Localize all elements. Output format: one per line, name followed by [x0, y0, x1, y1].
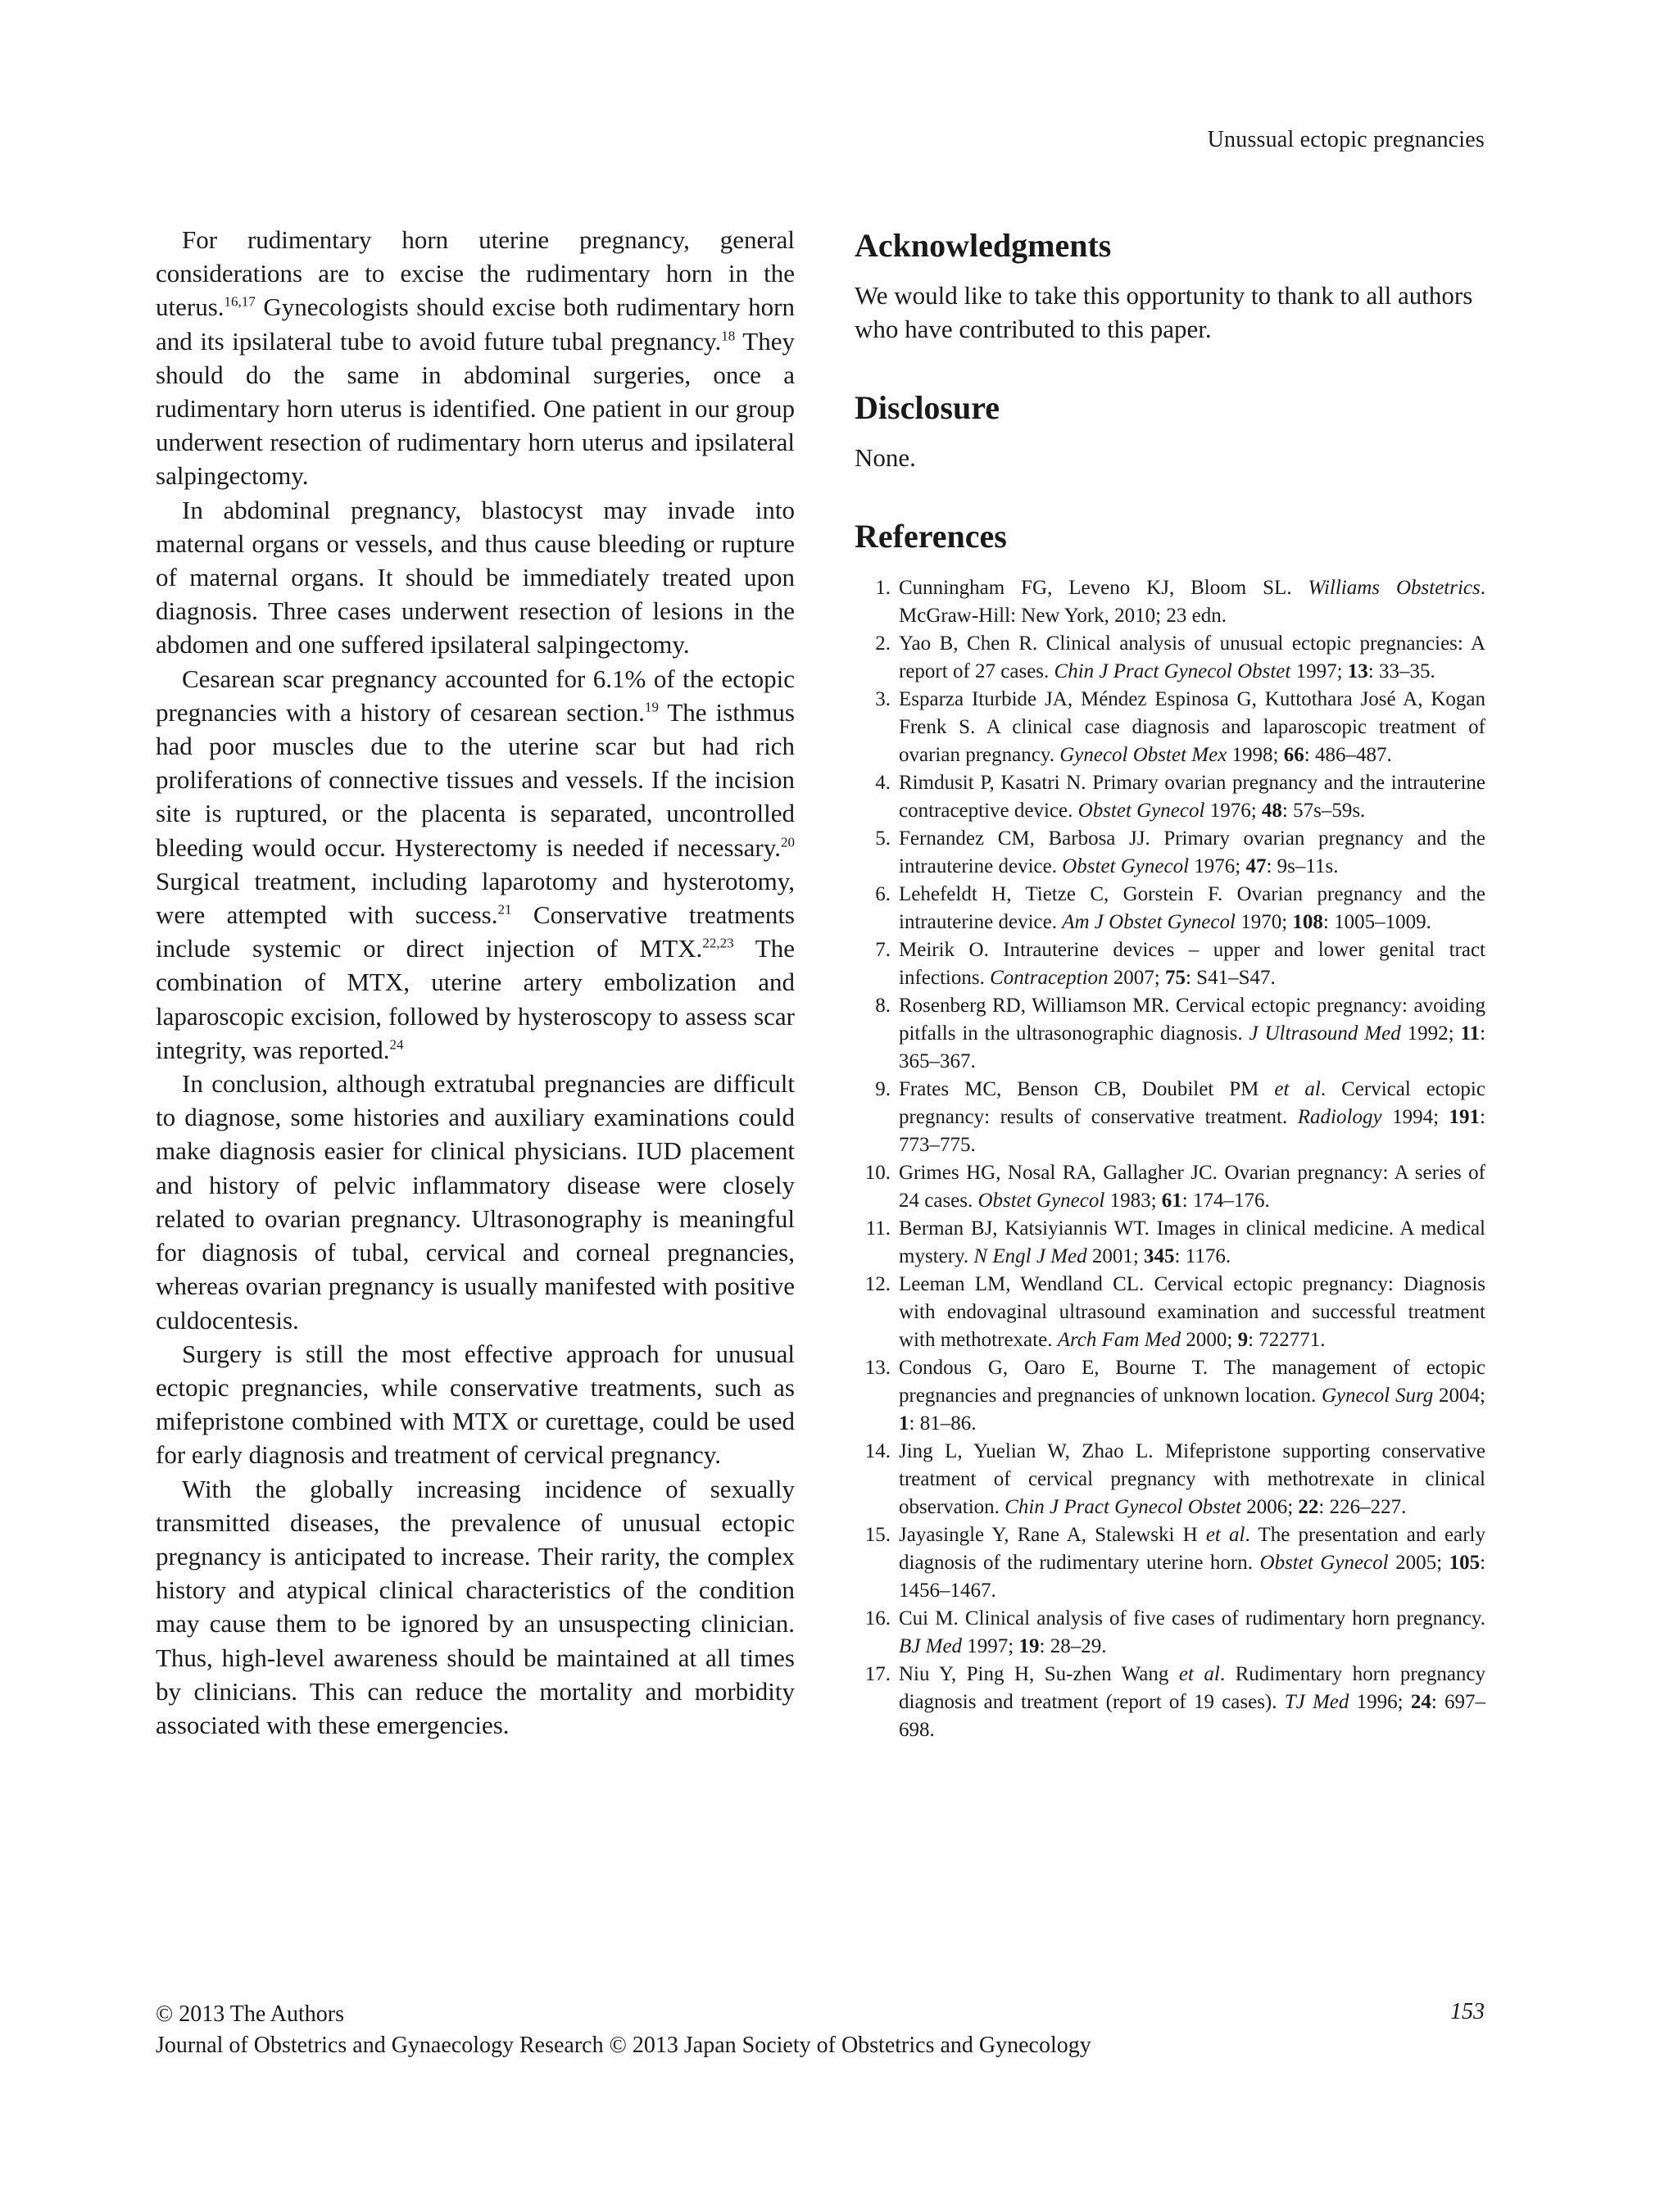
reference-pages: : 174–176.: [1181, 1190, 1270, 1212]
citation: 21: [497, 901, 512, 918]
reference-text-segment: 1996;: [1349, 1691, 1411, 1713]
reference-volume: 19: [1018, 1635, 1040, 1657]
reference-text: [899, 1661, 1485, 1744]
reference-authors-title: Cunningham FG, Leveno KJ, Bloom SL.: [899, 577, 1308, 599]
reference-volume: 47: [1245, 855, 1267, 877]
reference-authors-title: Fernandez CM, Barbosa JJ. Primary ovarian pregnancy and the intrauterine device.: [899, 827, 1485, 877]
reference-text: [899, 574, 1485, 630]
reference-item: [855, 686, 1485, 769]
reference-authors-title: Niu Y, Ping H, Su-zhen Wang: [899, 1663, 1179, 1685]
reference-text-segment: 1994;: [1381, 1106, 1449, 1128]
right-column: [855, 223, 1485, 1744]
reference-authors-title: Grimes HG, Nosal RA, Gallagher JC. Ovarian pregnancy: A series of 24 cases.: [899, 1162, 1485, 1212]
reference-text: [899, 769, 1485, 825]
reference-item: [855, 1354, 1485, 1438]
reference-pages: : 1176.: [1174, 1245, 1231, 1267]
reference-journal: Obstet Gynecol: [1077, 800, 1205, 822]
reference-volume: 24: [1410, 1691, 1431, 1713]
reference-text: [899, 1438, 1485, 1521]
reference-list: [855, 574, 1485, 1744]
reference-number: 16.: [864, 1607, 891, 1630]
citation: 20: [780, 834, 795, 850]
reference-authors-title: Leeman LM, Wendland CL. Cervical ectopic pregnancy: Diagnosis with endovaginal ultrasound examination and successful treatment with methotrexate.: [899, 1273, 1485, 1351]
reference-text: [899, 1354, 1485, 1438]
body-paragraph-4: In conclusion, although extratubal pregnancies are difficult to diagnose, some histories and auxiliary examinations could make diagnosis easier for clinical physicians. IUD placement and history of pelvic inflammatory disease were closely related to ovarian pregnancy. Ultrasonography is meaningful for diagnosis of tubal, cervical and corneal pregnancies, whereas ovarian pregnancy is usually manifested with positive culdocentesis.: [156, 1069, 795, 1335]
reference-number: 5.: [875, 827, 891, 850]
reference-volume: 191: [1449, 1106, 1481, 1128]
reference-journal: et al: [1274, 1078, 1321, 1100]
reference-pages: : 1005–1009.: [1322, 911, 1431, 933]
reference-number: 9.: [875, 1078, 891, 1100]
reference-volume: 22: [1298, 1496, 1319, 1518]
reference-item: [855, 936, 1485, 992]
reference-item: [855, 1521, 1485, 1605]
reference-item: [855, 1215, 1485, 1271]
reference-authors-title: Jayasingle Y, Rane A, Stalewski H: [899, 1524, 1206, 1546]
reference-text-segment: 2004;: [1433, 1385, 1485, 1407]
reference-item: [855, 1661, 1485, 1744]
acknowledgments-text: We would like to take this opportunity to thank to all authors who have contributed to this paper.: [855, 281, 1473, 343]
running-head: Unussual ectopic pregnancies: [1207, 127, 1485, 152]
reference-text: [899, 1215, 1485, 1271]
reference-number: 3.: [875, 688, 891, 710]
reference-text-segment: 1998;: [1227, 744, 1284, 766]
reference-text: [899, 881, 1485, 936]
reference-text: [899, 992, 1485, 1076]
disclosure-text: None.: [855, 443, 916, 472]
reference-item: [855, 1271, 1485, 1354]
body-paragraph-3: Cesarean scar pregnancy accounted for 6.1% of the ectopic pregnancies with a history of cesarean section.$^{19}$ The isthmus had poor muscles due to the uterine scar but had rich proliferations of connective tissues and vessels. If the incision site is ruptured, or the placenta is separated, uncontrolled bleeding would occur. Hysterectomy is needed if necessary.$^{20}$ Surgical treatment, including laparotomy and hysterotomy, were attempted with success.$^{21}$ Conservative treatments include systemic or direct injection of MTX.$^{22,23}$ The combination of MTX, uterine artery embolization and laparoscopic excision, followed by hysteroscopy to assess scar integrity, was reported.$^{24}$: [156, 664, 795, 1064]
reference-journal: Obstet Gynecol: [977, 1190, 1105, 1212]
reference-text-segment: 1983;: [1104, 1190, 1162, 1212]
reference-journal: Williams Obstetrics: [1308, 577, 1481, 599]
reference-pages: : 57s–59s.: [1281, 800, 1366, 822]
body-text-column: [156, 223, 795, 1742]
reference-pages: : 722771.: [1248, 1329, 1326, 1351]
reference-item: [855, 1159, 1485, 1215]
reference-item: [855, 1438, 1485, 1521]
reference-journal: Radiology: [1297, 1106, 1382, 1128]
reference-authors-title: Esparza Iturbide JA, Méndez Espinosa G, Kuttothara José A, Kogan Frenk S. A clinical case diagnosis and laparoscopic treatment of ovarian pregnancy.: [899, 688, 1485, 766]
reference-number: 1.: [875, 577, 891, 599]
reference-text-segment: 1992;: [1400, 1022, 1461, 1045]
reference-text: [899, 1521, 1485, 1605]
reference-authors-title: Yao B, Chen R. Clinical analysis of unusual ectopic pregnancies: A report of 27 cases.: [899, 632, 1485, 682]
footer: [156, 1999, 1091, 2061]
page-number: 153: [1450, 1999, 1485, 2024]
reference-text-segment: . The presentation and early diagnosis of the rudimentary uterine horn.: [899, 1524, 1486, 1574]
acknowledgments-heading: Acknowledgments: [855, 227, 1112, 264]
reference-text-segment: . McGraw-Hill: New York, 2010; 23 edn.: [899, 577, 1485, 627]
reference-authors-title: Cui M. Clinical analysis of five cases of rudimentary horn pregnancy.: [899, 1607, 1485, 1630]
reference-pages: : S41–S47.: [1185, 967, 1276, 989]
reference-number: 12.: [864, 1273, 891, 1295]
reference-text-segment: . Rudimentary horn pregnancy diagnosis and treatment (report of 19 cases).: [899, 1663, 1486, 1713]
reference-journal: BJ Med: [899, 1635, 963, 1657]
reference-pages: : 365–367.: [899, 1022, 1486, 1072]
reference-text-segment: 1970;: [1235, 911, 1293, 933]
reference-number: 2.: [875, 632, 891, 655]
disclosure-heading: Disclosure: [855, 389, 1000, 426]
reference-authors-title: Berman BJ, Katsiyiannis WT. Images in clinical medicine. A medical mystery.: [899, 1217, 1485, 1267]
reference-pages: : 1456–1467.: [899, 1552, 1486, 1602]
reference-journal: Am J Obstet Gynecol: [1062, 911, 1236, 933]
reference-volume: 48: [1261, 800, 1282, 822]
reference-text-segment: 2006;: [1240, 1496, 1299, 1518]
reference-pages: : 697–698.: [899, 1691, 1485, 1741]
reference-journal: et al: [1205, 1524, 1245, 1546]
reference-text-segment: . Cervical ectopic pregnancy: results of conservative treatment.: [899, 1078, 1485, 1128]
reference-journal: Gynecol Surg: [1321, 1385, 1434, 1407]
reference-number: 10.: [864, 1162, 891, 1184]
reference-pages: : 81–86.: [909, 1412, 977, 1435]
body-paragraph-6: With the globally increasing incidence of sexually transmitted diseases, the prevalence of unusual ectopic pregnancy is anticipated to increase. Their rarity, the complex history and atypical clinical characteristics of the condition may cause them to be ignored by an unsuspecting clinician. Thus, high-level awareness should be maintained at all times by clinicians. This can reduce the mortality and morbidity associated with these emergencies.: [156, 1474, 795, 1739]
reference-volume: 75: [1164, 967, 1186, 989]
reference-volume: 61: [1161, 1190, 1182, 1212]
reference-pages: : 28–29.: [1039, 1635, 1107, 1657]
reference-authors-title: Condous G, Oaro E, Bourne T. The management of ectopic pregnancies and pregnancies of unknown location.: [899, 1357, 1485, 1407]
reference-authors-title: Rimdusit P, Kasatri N. Primary ovarian pregnancy and the intrauterine contraceptive device.: [899, 772, 1485, 822]
reference-pages: : 773–775.: [899, 1106, 1485, 1156]
reference-item: [855, 769, 1485, 825]
reference-volume: 66: [1283, 744, 1304, 766]
reference-item: [855, 1605, 1485, 1661]
citation: 18: [721, 328, 736, 344]
reference-authors-title: Lehefeldt H, Tietze C, Gorstein F. Ovarian pregnancy and the intrauterine device.: [899, 883, 1485, 933]
reference-journal: Gynecol Obstet Mex: [1059, 744, 1227, 766]
reference-text: [899, 825, 1485, 881]
reference-number: 7.: [875, 939, 891, 961]
reference-pages: : 226–227.: [1318, 1496, 1407, 1518]
reference-journal: Arch Fam Med: [1057, 1329, 1181, 1351]
citation: 16,17: [224, 294, 256, 310]
reference-number: 4.: [875, 772, 891, 794]
reference-item: [855, 881, 1485, 936]
citation: 19: [644, 699, 659, 715]
reference-volume: 345: [1144, 1245, 1175, 1267]
reference-item: [855, 825, 1485, 881]
reference-item: [855, 1076, 1485, 1159]
reference-item: [855, 574, 1485, 630]
reference-journal: TJ Med: [1284, 1691, 1349, 1713]
reference-text-segment: 2001;: [1086, 1245, 1145, 1267]
citation: 24: [389, 1036, 404, 1053]
reference-text-segment: 1997;: [962, 1635, 1019, 1657]
reference-journal: Chin J Pract Gynecol Obstet: [1054, 660, 1291, 682]
reference-volume: 9: [1237, 1329, 1249, 1351]
reference-journal: et al: [1178, 1663, 1220, 1685]
reference-authors-title: Jing L, Yuelian W, Zhao L. Mifepristone supporting conservative treatment of cervical pregnancy with methotrexate in clinical observation.: [899, 1440, 1485, 1518]
reference-number: 6.: [875, 883, 891, 905]
reference-text: [899, 936, 1485, 992]
reference-journal: Obstet Gynecol: [1259, 1552, 1389, 1574]
reference-volume: 105: [1449, 1552, 1481, 1574]
reference-pages: : 9s–11s.: [1266, 855, 1339, 877]
reference-text-segment: 2005;: [1388, 1552, 1449, 1574]
reference-text: [899, 686, 1485, 769]
reference-item: [855, 992, 1485, 1076]
body-paragraph-5: Surgery is still the most effective approach for unusual ectopic pregnancies, while conservative treatments, such as mifepristone combined with MTX or curettage, could be used for early diagnosis and treatment of cervical pregnancy.: [156, 1339, 795, 1470]
body-paragraph-2: In abdominal pregnancy, blastocyst may invade into maternal organs or vessels, and thus cause bleeding or rupture of maternal organs. It should be immediately treated upon diagnosis. Three cases underwent resection of lesions in the abdomen and one suffered ipsilateral salpingectomy.: [156, 495, 795, 660]
reference-authors-title: Rosenberg RD, Williamson MR. Cervical ectopic pregnancy: avoiding pitfalls in the ultrasonographic diagnosis.: [899, 995, 1485, 1045]
reference-number: 13.: [864, 1357, 891, 1379]
reference-volume: 1: [899, 1412, 909, 1435]
reference-volume: 11: [1460, 1022, 1481, 1045]
reference-journal: J Ultrasound Med: [1249, 1022, 1401, 1045]
reference-authors-title: Meirik O. Intrauterine devices – upper and lower genital tract infections.: [899, 939, 1485, 989]
reference-number: 8.: [875, 995, 891, 1017]
reference-item: [855, 630, 1485, 686]
reference-text: [899, 1076, 1485, 1159]
reference-volume: 13: [1347, 660, 1368, 682]
reference-text-segment: 1976;: [1204, 800, 1262, 822]
reference-text-segment: 1997;: [1290, 660, 1348, 682]
reference-authors-title: Frates MC, Benson CB, Doubilet PM: [899, 1078, 1275, 1100]
citation: 22,23: [702, 935, 734, 951]
reference-volume: 108: [1292, 911, 1323, 933]
reference-text: [899, 1605, 1485, 1661]
reference-number: 15.: [864, 1524, 891, 1546]
reference-number: 11.: [865, 1217, 891, 1240]
references-heading: References: [855, 518, 1007, 555]
reference-text-segment: 2007;: [1108, 967, 1165, 989]
footer-journal: Journal of Obstetrics and Gynaecology Research © 2013 Japan Society of Obstetrics and Gynecology: [156, 2033, 1091, 2058]
footer-copyright: © 2013 The Authors: [156, 2001, 344, 2027]
body-paragraph-1: For rudimentary horn uterine pregnancy, general considerations are to excise the rudimentary horn in the uterus.$^{16,17}$ Gynecologists should excise both rudimentary horn and its ipsilateral tube to avoid future tubal pregnancy.$^{18}$ They should do the same in abdominal surgeries, once a rudimentary horn uterus is identified. One patient in our group underwent resection of rudimentary horn uterus and ipsilateral salpingectomy.: [156, 225, 795, 491]
reference-pages: : 486–487.: [1304, 744, 1392, 766]
reference-text-segment: 1976;: [1189, 855, 1246, 877]
reference-text: [899, 1271, 1485, 1354]
reference-number: 17.: [864, 1663, 891, 1685]
reference-text: [899, 630, 1485, 686]
reference-number: 14.: [864, 1440, 891, 1462]
reference-journal: Chin J Pract Gynecol Obstet: [1005, 1496, 1241, 1518]
reference-pages: : 33–35.: [1367, 660, 1435, 682]
reference-text: [899, 1159, 1485, 1215]
reference-text-segment: 2000;: [1181, 1329, 1238, 1351]
reference-journal: Contraception: [990, 967, 1109, 989]
reference-journal: Obstet Gynecol: [1062, 855, 1190, 877]
reference-journal: N Engl J Med: [973, 1245, 1087, 1267]
